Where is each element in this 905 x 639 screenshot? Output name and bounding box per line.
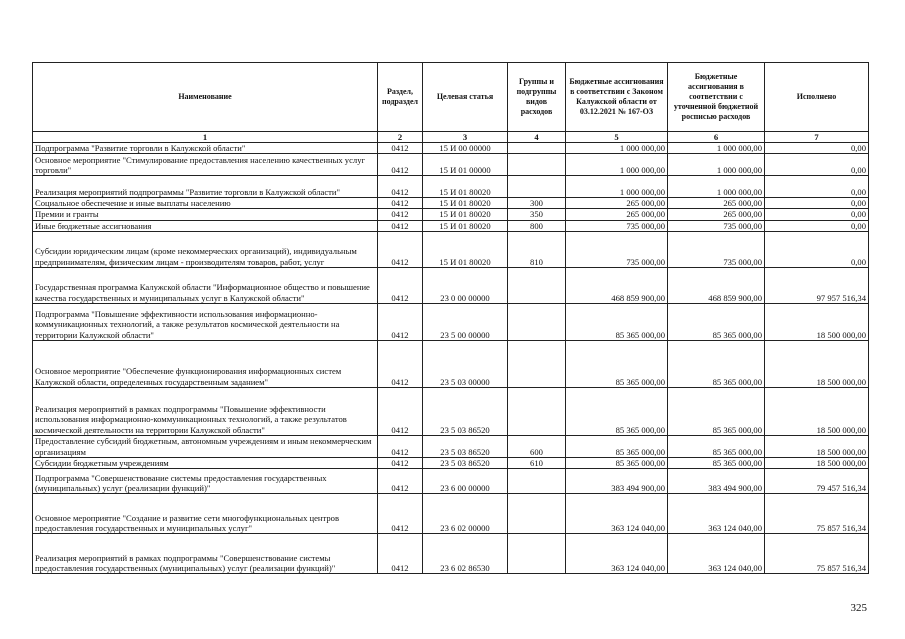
row-group-cell xyxy=(508,267,566,303)
col-header-target: Целевая статья xyxy=(423,63,508,132)
row-roster-amount-cell: 1 000 000,00 xyxy=(668,143,765,154)
row-roster-amount-cell: 85 365 000,00 xyxy=(668,387,765,435)
table-row xyxy=(33,457,869,468)
row-roster-amount-cell: 468 859 900,00 xyxy=(668,267,765,303)
row-section-cell: 0412 xyxy=(378,220,423,231)
col-number: 5 xyxy=(566,132,668,143)
row-section-cell: 0412 xyxy=(378,176,423,198)
col-number: 2 xyxy=(378,132,423,143)
row-executed-amount-cell: 75 857 516,34 xyxy=(765,534,869,574)
row-target-cell: 23 6 00 00000 xyxy=(423,469,508,494)
row-name-cell: Реализация мероприятий подпрограммы "Развитие торговли в Калужской области" xyxy=(33,176,378,198)
col-header-group: Группы и подгруппы видов расходов xyxy=(508,63,566,132)
row-group-cell: 350 xyxy=(508,209,566,220)
row-name-cell: Основное мероприятие "Обеспечение функционирования информационных систем Калужской области, определенных государственным заданием" xyxy=(33,340,378,387)
row-group-cell xyxy=(508,469,566,494)
row-law-amount-cell: 735 000,00 xyxy=(566,220,668,231)
table-row xyxy=(33,387,869,435)
row-group-cell xyxy=(508,534,566,574)
budget-table xyxy=(32,62,869,574)
row-name-cell: Государственная программа Калужской области "Информационное общество и повышение качества государственных и муниципальных услуг в Калужской области" xyxy=(33,267,378,303)
col-header-section: Раздел, подраздел xyxy=(378,63,423,132)
row-section-cell: 0412 xyxy=(378,469,423,494)
row-group-cell xyxy=(508,340,566,387)
table-row xyxy=(33,435,869,457)
row-executed-amount-cell: 18 500 000,00 xyxy=(765,303,869,340)
row-roster-amount-cell: 735 000,00 xyxy=(668,231,765,267)
row-section-cell: 0412 xyxy=(378,340,423,387)
row-name-cell: Основное мероприятие "Создание и развитие сети многофункциональных центров предоставления государственных и муниципальных услуг" xyxy=(33,494,378,534)
row-name-cell: Реализация мероприятий в рамках подпрограммы "Совершенствование системы предоставления государственных (муниципальных) услуг (реализации функций)" xyxy=(33,534,378,574)
col-number: 4 xyxy=(508,132,566,143)
row-name-cell: Подпрограмма "Развитие торговли в Калужской области" xyxy=(33,143,378,154)
row-target-cell: 23 5 03 86520 xyxy=(423,435,508,457)
row-target-cell: 23 0 00 00000 xyxy=(423,267,508,303)
row-executed-amount-cell: 18 500 000,00 xyxy=(765,457,869,468)
row-roster-amount-cell: 85 365 000,00 xyxy=(668,303,765,340)
header-row xyxy=(33,63,869,132)
row-law-amount-cell: 363 124 040,00 xyxy=(566,494,668,534)
row-law-amount-cell: 1 000 000,00 xyxy=(566,143,668,154)
col-header-name: Наименование xyxy=(33,63,378,132)
table-row xyxy=(33,494,869,534)
table-row xyxy=(33,209,869,220)
row-executed-amount-cell: 75 857 516,34 xyxy=(765,494,869,534)
row-target-cell: 15 И 01 80020 xyxy=(423,231,508,267)
row-group-cell xyxy=(508,176,566,198)
row-executed-amount-cell: 97 957 516,34 xyxy=(765,267,869,303)
table-row xyxy=(33,267,869,303)
row-group-cell: 600 xyxy=(508,435,566,457)
row-target-cell: 23 5 00 00000 xyxy=(423,303,508,340)
row-law-amount-cell: 383 494 900,00 xyxy=(566,469,668,494)
row-target-cell: 15 И 00 00000 xyxy=(423,143,508,154)
table-row xyxy=(33,231,869,267)
row-name-cell: Предоставление субсидий бюджетным, автономным учреждениям и иным некоммерческим организациям xyxy=(33,435,378,457)
row-name-cell: Премии и гранты xyxy=(33,209,378,220)
table-row xyxy=(33,303,869,340)
row-target-cell: 15 И 01 80020 xyxy=(423,220,508,231)
row-name-cell: Субсидии бюджетным учреждениям xyxy=(33,457,378,468)
row-section-cell: 0412 xyxy=(378,303,423,340)
col-number: 3 xyxy=(423,132,508,143)
row-law-amount-cell: 85 365 000,00 xyxy=(566,340,668,387)
row-group-cell xyxy=(508,154,566,176)
row-group-cell: 810 xyxy=(508,231,566,267)
row-law-amount-cell: 468 859 900,00 xyxy=(566,267,668,303)
row-roster-amount-cell: 265 000,00 xyxy=(668,198,765,209)
row-executed-amount-cell: 0,00 xyxy=(765,176,869,198)
row-target-cell: 15 И 01 80020 xyxy=(423,198,508,209)
col-number: 6 xyxy=(668,132,765,143)
row-law-amount-cell: 85 365 000,00 xyxy=(566,303,668,340)
table-row xyxy=(33,154,869,176)
row-target-cell: 23 5 03 86520 xyxy=(423,387,508,435)
table-row xyxy=(33,220,869,231)
table-row xyxy=(33,340,869,387)
row-executed-amount-cell: 0,00 xyxy=(765,209,869,220)
row-law-amount-cell: 85 365 000,00 xyxy=(566,435,668,457)
table-row xyxy=(33,469,869,494)
col-header-roster: Бюджетные ассигнования в соответствии с уточненной бюджетной росписью расходов xyxy=(668,63,765,132)
row-section-cell: 0412 xyxy=(378,209,423,220)
row-roster-amount-cell: 85 365 000,00 xyxy=(668,457,765,468)
row-target-cell: 15 И 01 00000 xyxy=(423,154,508,176)
row-law-amount-cell: 85 365 000,00 xyxy=(566,387,668,435)
row-law-amount-cell: 265 000,00 xyxy=(566,209,668,220)
row-name-cell: Социальное обеспечение и иные выплаты населению xyxy=(33,198,378,209)
row-name-cell: Основное мероприятие "Стимулирование предоставления населению качественных услуг торговли" xyxy=(33,154,378,176)
table-row xyxy=(33,176,869,198)
row-group-cell xyxy=(508,303,566,340)
table-row xyxy=(33,143,869,154)
row-target-cell: 23 5 03 86520 xyxy=(423,457,508,468)
row-section-cell: 0412 xyxy=(378,494,423,534)
row-group-cell: 800 xyxy=(508,220,566,231)
row-group-cell xyxy=(508,143,566,154)
row-executed-amount-cell: 0,00 xyxy=(765,154,869,176)
table-row xyxy=(33,534,869,574)
row-law-amount-cell: 735 000,00 xyxy=(566,231,668,267)
row-section-cell: 0412 xyxy=(378,267,423,303)
row-law-amount-cell: 265 000,00 xyxy=(566,198,668,209)
row-law-amount-cell: 1 000 000,00 xyxy=(566,154,668,176)
row-target-cell: 23 6 02 86530 xyxy=(423,534,508,574)
row-group-cell: 300 xyxy=(508,198,566,209)
row-executed-amount-cell: 18 500 000,00 xyxy=(765,387,869,435)
row-executed-amount-cell: 0,00 xyxy=(765,220,869,231)
row-group-cell: 610 xyxy=(508,457,566,468)
row-roster-amount-cell: 363 124 040,00 xyxy=(668,494,765,534)
row-section-cell: 0412 xyxy=(378,143,423,154)
col-number: 7 xyxy=(765,132,869,143)
row-executed-amount-cell: 18 500 000,00 xyxy=(765,435,869,457)
row-section-cell: 0412 xyxy=(378,154,423,176)
table-row xyxy=(33,198,869,209)
row-roster-amount-cell: 735 000,00 xyxy=(668,220,765,231)
row-roster-amount-cell: 85 365 000,00 xyxy=(668,340,765,387)
row-target-cell: 23 5 03 00000 xyxy=(423,340,508,387)
row-law-amount-cell: 363 124 040,00 xyxy=(566,534,668,574)
row-executed-amount-cell: 79 457 516,34 xyxy=(765,469,869,494)
row-section-cell: 0412 xyxy=(378,435,423,457)
row-group-cell xyxy=(508,494,566,534)
row-section-cell: 0412 xyxy=(378,457,423,468)
col-number: 1 xyxy=(33,132,378,143)
row-section-cell: 0412 xyxy=(378,534,423,574)
row-name-cell: Иные бюджетные ассигнования xyxy=(33,220,378,231)
row-roster-amount-cell: 265 000,00 xyxy=(668,209,765,220)
row-section-cell: 0412 xyxy=(378,387,423,435)
row-roster-amount-cell: 1 000 000,00 xyxy=(668,176,765,198)
row-roster-amount-cell: 383 494 900,00 xyxy=(668,469,765,494)
row-name-cell: Подпрограмма "Повышение эффективности использования информационно-коммуникационных технологий, а также результатов космической деятельности на территории Калужской области" xyxy=(33,303,378,340)
row-target-cell: 15 И 01 80020 xyxy=(423,209,508,220)
row-law-amount-cell: 85 365 000,00 xyxy=(566,457,668,468)
col-header-law: Бюджетные ассигнования в соответствии с Законом Калужской области от 03.12.2021 № 167-ОЗ xyxy=(566,63,668,132)
row-executed-amount-cell: 0,00 xyxy=(765,231,869,267)
row-name-cell: Субсидии юридическим лицам (кроме некоммерческих организаций), индивидуальным предпринимателям, физическим лицам - производителям товаров, работ, услуг xyxy=(33,231,378,267)
row-executed-amount-cell: 0,00 xyxy=(765,143,869,154)
row-roster-amount-cell: 363 124 040,00 xyxy=(668,534,765,574)
row-target-cell: 15 И 01 80020 xyxy=(423,176,508,198)
col-header-executed: Исполнено xyxy=(765,63,869,132)
row-law-amount-cell: 1 000 000,00 xyxy=(566,176,668,198)
column-number-row xyxy=(33,132,869,143)
row-name-cell: Подпрограмма "Совершенствование системы предоставления государственных (муниципальных) услуг (реализации функций)" xyxy=(33,469,378,494)
row-roster-amount-cell: 1 000 000,00 xyxy=(668,154,765,176)
row-section-cell: 0412 xyxy=(378,231,423,267)
row-executed-amount-cell: 0,00 xyxy=(765,198,869,209)
row-target-cell: 23 6 02 00000 xyxy=(423,494,508,534)
row-section-cell: 0412 xyxy=(378,198,423,209)
row-name-cell: Реализация мероприятий в рамках подпрограммы "Повышение эффективности использования информационно-коммуникационных технологий, а также результатов космической деятельности на территории Калужской области" xyxy=(33,387,378,435)
page-number: 325 xyxy=(850,602,867,614)
row-roster-amount-cell: 85 365 000,00 xyxy=(668,435,765,457)
row-executed-amount-cell: 18 500 000,00 xyxy=(765,340,869,387)
row-group-cell xyxy=(508,387,566,435)
